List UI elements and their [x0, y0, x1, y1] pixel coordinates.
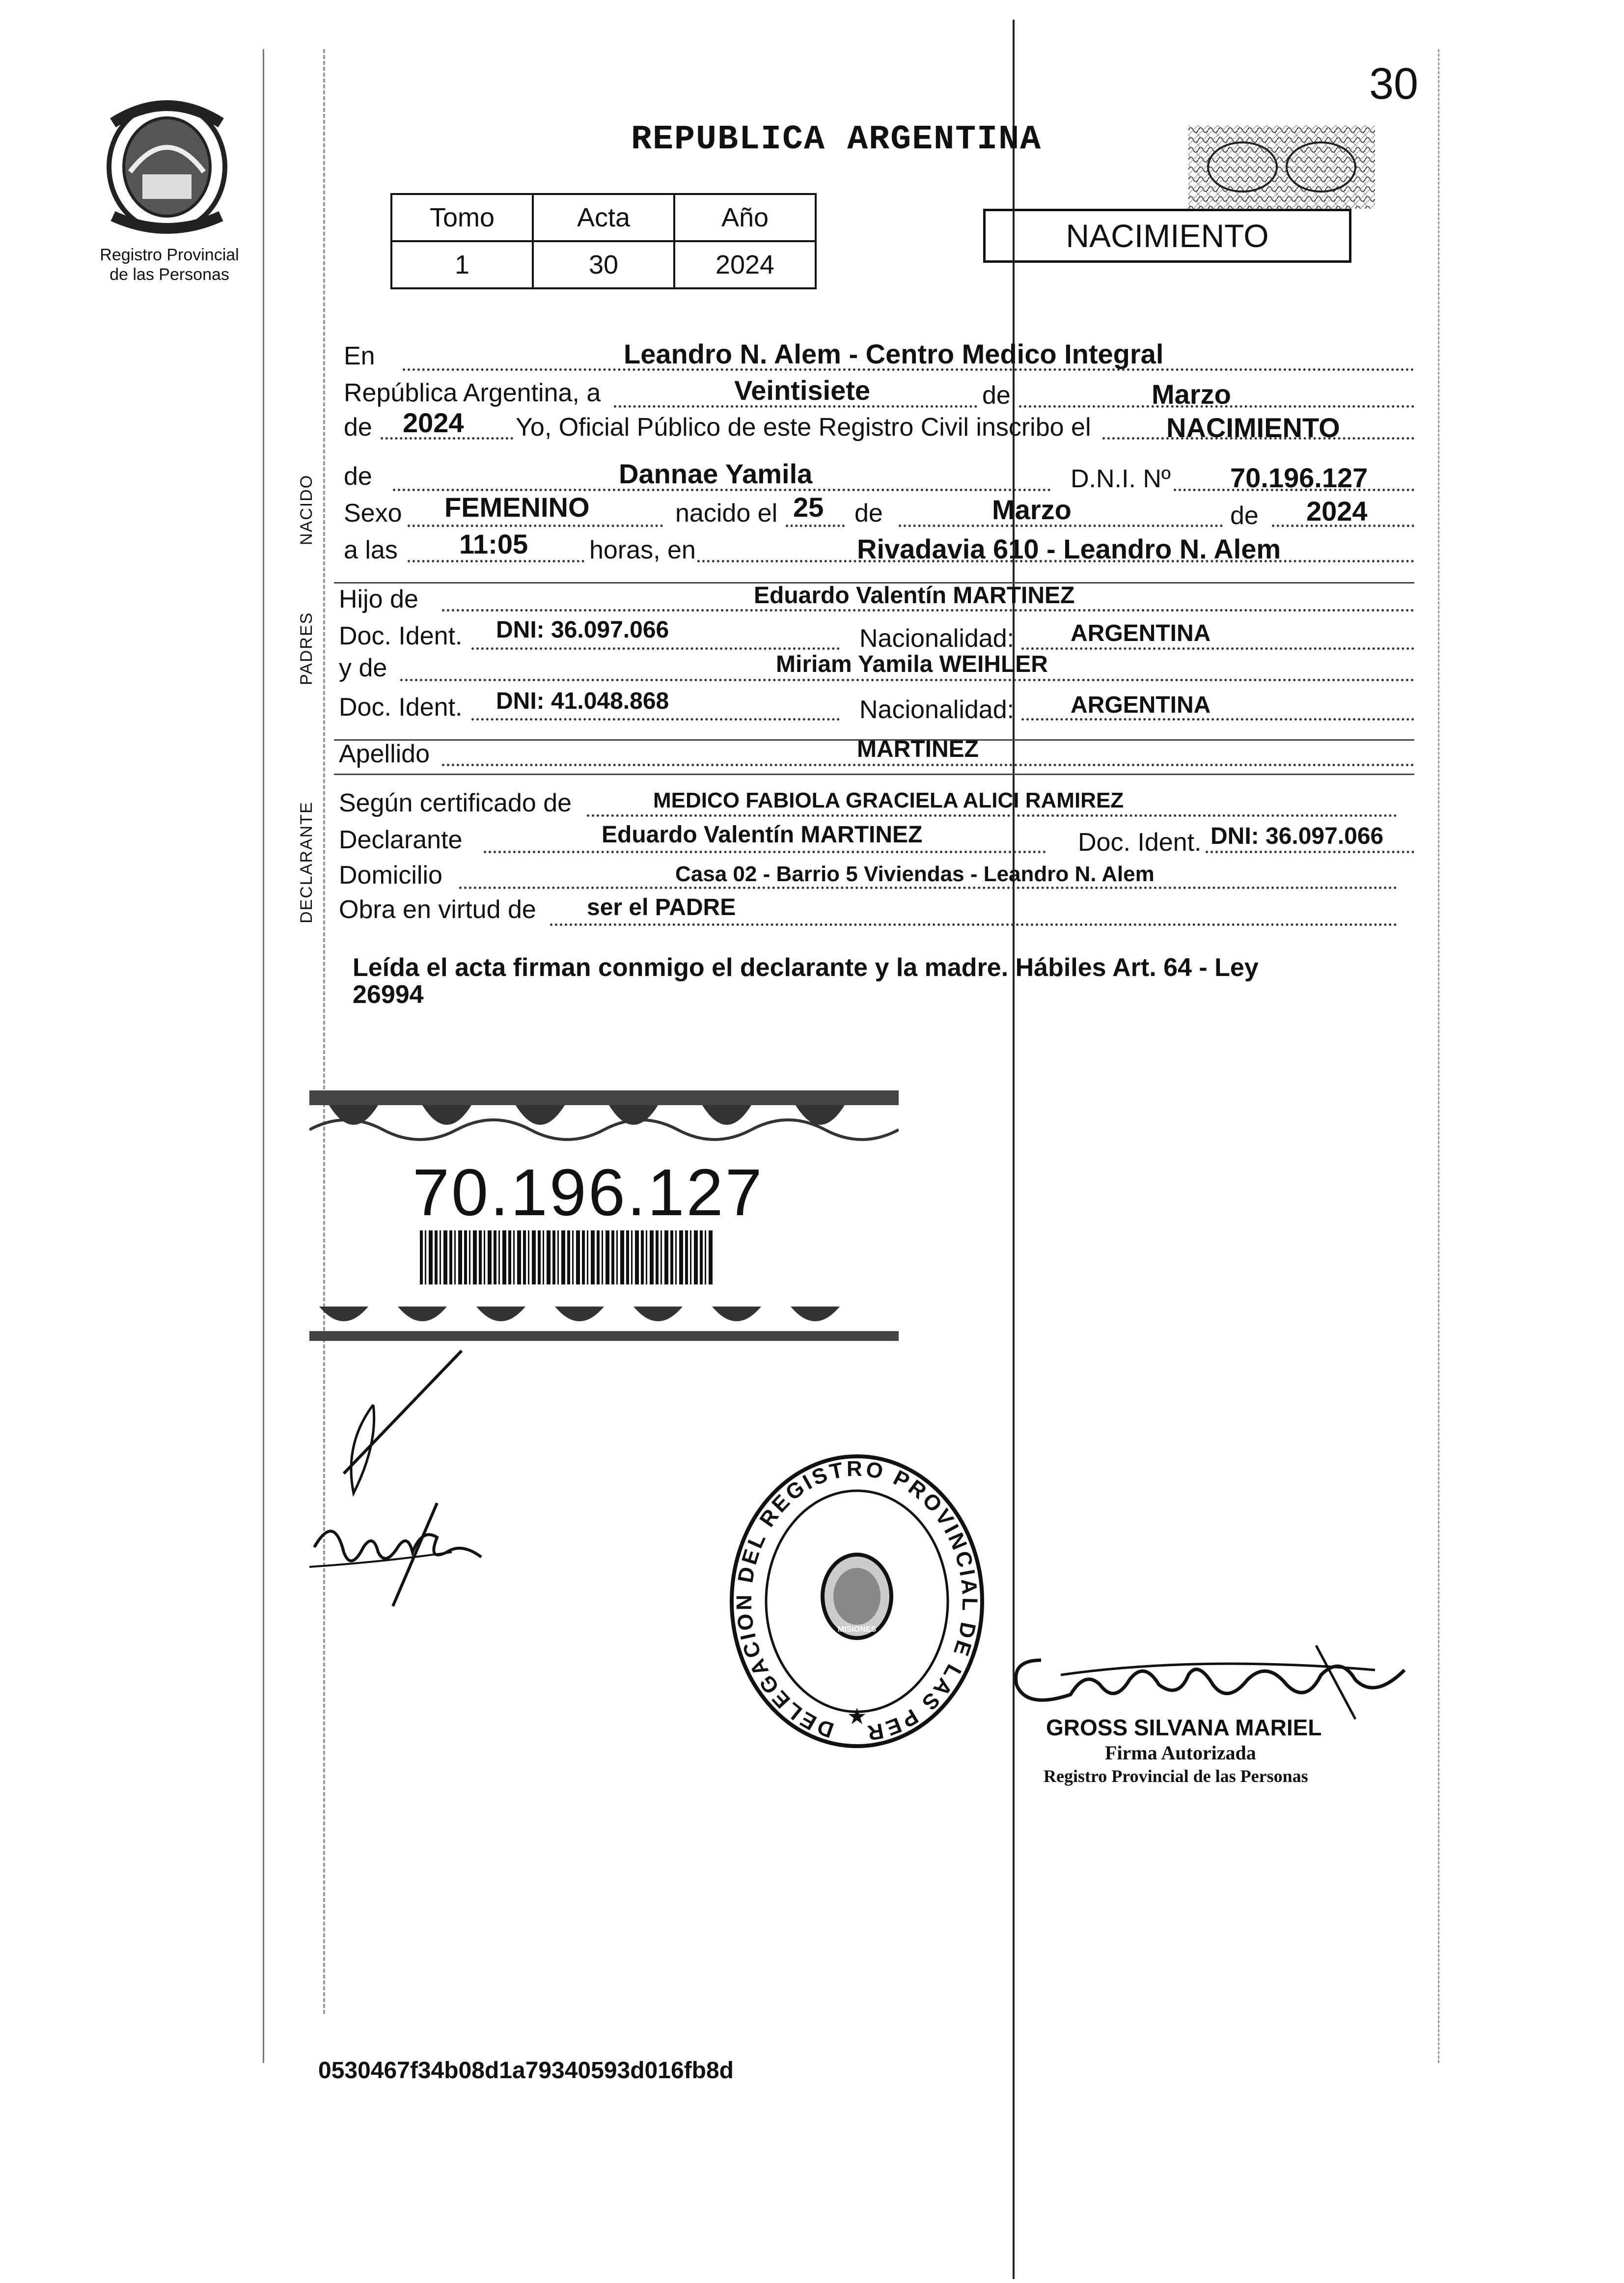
tomo-header: Tomo: [391, 194, 533, 241]
domicilio-value: Casa 02 - Barrio 5 Viviendas - Leandro N. Alem: [675, 862, 1155, 886]
document-hash: 0530467f34b08d1a79340593d016fb8d: [318, 2058, 734, 2084]
apellido-value: MARTINEZ: [857, 736, 979, 762]
de2-label: de: [344, 413, 372, 442]
sexo-dots: [408, 525, 663, 527]
right-margin-line: [1438, 49, 1439, 2063]
lugar-value: Rivadavia 610 - Leandro N. Alem: [857, 533, 1281, 564]
doc3-dots: [1206, 851, 1414, 853]
svg-text:★: ★: [847, 1703, 867, 1729]
en-value: Leandro N. Alem - Centro Medico Integral: [624, 338, 1164, 369]
anio-value: 2024: [403, 407, 464, 438]
padre-dots: [442, 609, 1414, 612]
doc2-value: DNI: 41.048.868: [496, 688, 669, 714]
doc3-value: DNI: 36.097.066: [1211, 823, 1384, 849]
padre-value: Eduardo Valentín MARTINEZ: [754, 583, 1075, 609]
horas-label: horas, en: [589, 536, 696, 564]
official-title: Firma Autorizada: [1105, 1742, 1256, 1764]
seal-inner-text: MISIONES: [837, 1625, 877, 1634]
republica-label: República Argentina, a: [344, 379, 601, 407]
page-number: 30: [1369, 59, 1419, 109]
barcode: [420, 1230, 715, 1284]
nac2-value: ARGENTINA: [1071, 692, 1211, 718]
nombre-value: Dannae Yamila: [619, 458, 813, 489]
section-padres: PADRES: [297, 612, 316, 685]
signature-declarante: [304, 1493, 491, 1611]
doc1-label: Doc. Ident.: [339, 622, 463, 650]
signature-official: [1002, 1641, 1414, 1724]
madre-value: Miriam Yamila WEIHLER: [776, 651, 1048, 677]
sexo-value: FEMENINO: [444, 492, 590, 523]
dni-label: D.N.I. Nº: [1071, 465, 1171, 493]
declarante-value: Eduardo Valentín MARTINEZ: [602, 822, 923, 848]
closing-line-1: Leída el acta firman conmigo el declarante y la madre. Hábiles Art. 64 - Ley: [353, 953, 1259, 982]
segun-dots: [587, 814, 1397, 817]
nac1-value: ARGENTINA: [1071, 620, 1211, 646]
en-label: En: [344, 342, 375, 370]
doc-type: NACIMIENTO: [1066, 218, 1269, 254]
doc1-dots: [471, 647, 840, 650]
separator-declarante: [334, 774, 1414, 775]
declarante-label: Declarante: [339, 826, 463, 854]
declarante-dots: [484, 851, 1046, 853]
nac1-dots: [1021, 647, 1414, 650]
nac-dia: 25: [793, 492, 824, 523]
hora-dots: [408, 560, 584, 562]
sexo-label: Sexo: [344, 499, 402, 528]
acta-header: Acta: [533, 194, 674, 241]
nac2-label: Nacionalidad:: [859, 696, 1015, 724]
apellido-label: Apellido: [339, 740, 430, 768]
anio-value: 2024: [674, 241, 816, 288]
apellido-dots: [442, 764, 1414, 766]
obra-label: Obra en virtud de: [339, 895, 536, 924]
de5-label: de: [1230, 501, 1259, 530]
logo-caption-2: de las Personas: [110, 265, 229, 284]
province-logo: [103, 93, 231, 236]
left-margin-line: [263, 49, 264, 2063]
security-stamp: [1188, 125, 1375, 209]
seal-ring-text: DELEGACION DEL REGISTRO PROVINCIAL DE LAS PER: [732, 1456, 982, 1746]
dni-sticker-bottom-band: [309, 1302, 899, 1341]
obra-dots: [550, 923, 1397, 926]
anio-header: Año: [674, 194, 816, 241]
signature-mother: [334, 1346, 481, 1498]
official-name: GROSS SILVANA MARIEL: [1046, 1715, 1322, 1740]
de4-label: de: [854, 499, 883, 528]
nac-dia-dots: [786, 525, 845, 527]
inner-margin-line: [323, 49, 325, 2014]
dia-value: Veintisiete: [734, 375, 871, 406]
inscribo-label: Yo, Oficial Público de este Registro Civil inscribo el: [516, 413, 1091, 442]
hijo-label: Hijo de: [339, 585, 418, 613]
mes-value: Marzo: [1152, 379, 1231, 410]
nac1-label: Nacionalidad:: [859, 624, 1015, 653]
logo-caption-1: Registro Provincial: [100, 246, 239, 264]
delegation-seal: [727, 1449, 987, 1754]
record-table: [390, 193, 817, 289]
acta-value: 30: [533, 241, 674, 288]
closing-line-2: 26994: [353, 980, 424, 1009]
obra-value: ser el PADRE: [587, 894, 736, 920]
domicilio-dots: [459, 887, 1397, 889]
doc2-dots: [471, 718, 840, 721]
section-declarante: DECLARANTE: [297, 801, 316, 923]
country-title: REPUBLICA ARGENTINA: [631, 120, 1042, 159]
doc3-label: Doc. Ident.: [1078, 828, 1202, 857]
official-office: Registro Provincial de las Personas: [1044, 1766, 1308, 1786]
nac-anio: 2024: [1306, 496, 1368, 527]
madre-dots: [400, 679, 1414, 681]
hora-value: 11:05: [459, 529, 528, 559]
section-nacido: NACIDO: [297, 474, 316, 545]
nacido-label: nacido el: [675, 499, 778, 528]
tomo-value: 1: [391, 241, 533, 288]
dni-sticker-top-band: [309, 1090, 899, 1144]
nac-mes: Marzo: [992, 494, 1072, 525]
doc2-label: Doc. Ident.: [339, 693, 463, 722]
segun-label: Según certificado de: [339, 789, 572, 817]
alas-label: a las: [344, 536, 398, 564]
doc1-value: DNI: 36.097.066: [496, 617, 669, 643]
doc-type-box: [983, 209, 1351, 263]
domicilio-label: Domicilio: [339, 861, 442, 890]
segun-value: MEDICO FABIOLA GRACIELA ALICI RAMIREZ: [653, 788, 1124, 812]
de3-label: de: [344, 462, 372, 491]
dni-value: 70.196.127: [1230, 462, 1368, 493]
sticker-number: 70.196.127: [413, 1155, 764, 1229]
tipo-value: NACIMIENTO: [1166, 412, 1340, 443]
yde-label: y de: [339, 654, 387, 682]
de-label: de: [982, 381, 1011, 410]
